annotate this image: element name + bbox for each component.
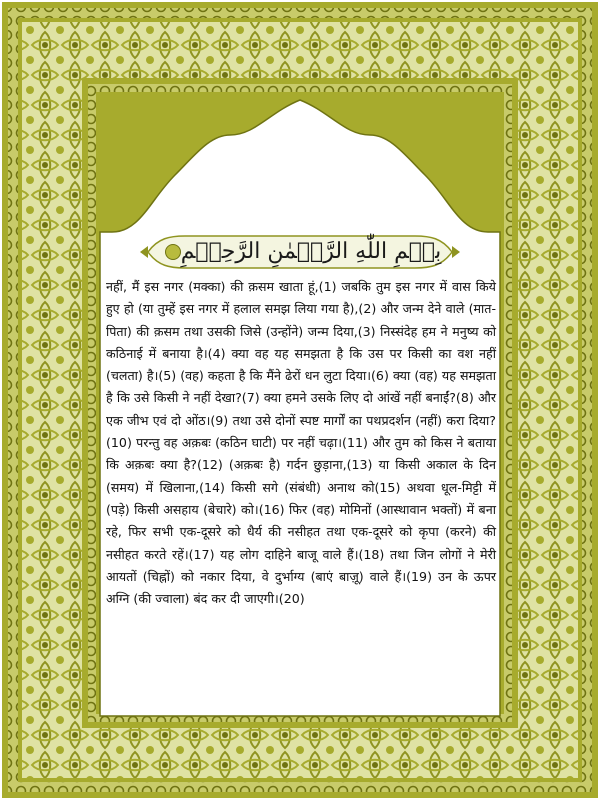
- bismillah-calligraphy: [150, 232, 450, 272]
- surah-translation-text: नहीं, मैं इस नगर (मक्का) की क़सम खाता हूं,(1) जबकि तुम इस नगर में वास किये हुए हो (या तुम्हें इस नगर में हलाल समझ लिया गया है),(2) और जन्म देने वाले (मात-पिता) की क़सम तथा उसकी जिसे (उन्होंने) जन्म दिया,(3) निस्संदेह हम ने मनुष्य को कठिनाई में बनाया है।(4) क्या वह यह समझता है कि उस पर किसी का वश नहीं (चलता) है।(5) (वह) कहता है कि मैंने ढेरों धन लुटा दिया।(6) क्या (वह) यह समझता है कि उसे किसी ने नहीं देखा?(7) क्या हमने उसके लिए दो आंखें नहीं बनाईं?(8) और एक जीभ एवं दो ओंठ।(9) तथा उसे दोनों स्पष्ट मार्गों का पथप्रदर्शन (नहीं) करा दिया?(10) परन्तु वह अक़बः (कठिन घाटी) पर नहीं चढ़ा।(11) और तुम को किस ने बताया कि अक़बः क्या है?(12) (अक़बः है) गर्दन छुड़ाना,(13) या किसी अकाल के दिन (समय) में खिलाना,(14) किसी सगे (संबंधी) अनाथ को(15) अथवा धूल-मिट्टी में (पड़े) किसी असहाय (बेचारे) को।(16) फिर (वह) मोमिनों (आस्थावान भक्तों) में बना रहे, फिर सभी एक-दूसरे को धैर्य की नसीहत तथा एक-दूसरे को कृपा (करने) की नसीहत करते रहें।(17) यह लोग दाहिने बाजू वाले हैं।(18) तथा जिन लोगों ने मेरी आयतों (चिह्नों) को नकार दिया, वे दुर्भाग्य (बाएं बाज़ू) वाले हैं।(19) उन के ऊपर अग्नि (की ज्वाला) बंद कर दी जाएगी।(20): [106, 279, 496, 607]
- bismillah-text: بِسۡمِ اللّٰهِ الرَّحۡمٰنِ الرَّحِيۡمِ: [180, 239, 442, 264]
- verse-marker-icon: [165, 244, 181, 260]
